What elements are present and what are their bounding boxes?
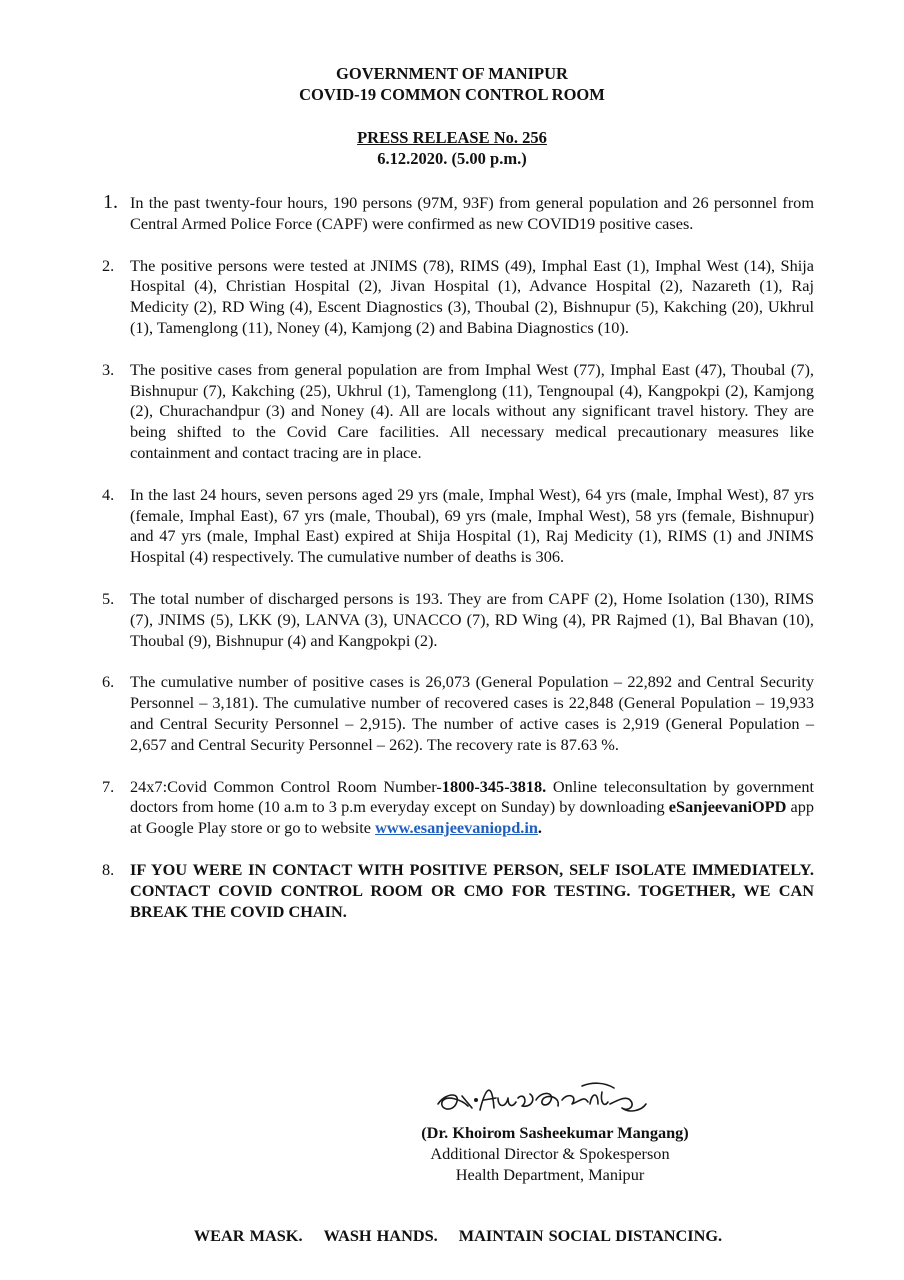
list-item [102, 859, 814, 922]
teleconsultation-text: Online teleconsultation by government doctors from home (10 a.m to 3 p.m everyday except on Sunday) by downloading [130, 776, 814, 817]
app-name: eSanjeevaniOPD [668, 797, 787, 817]
item-text: In the past twenty-four hours, 190 persons (97M, 93F) from general population and 26 personnel from Central Armed Police Force (CAPF) were confirmed as new COVID19 positive cases. [130, 193, 814, 233]
item-text: In the last 24 hours, seven persons aged 29 yrs (male, Imphal West), 64 yrs (male, Imphal West), 87 yrs (female, Imphal East), 67 yrs (male, Thoubal), 69 yrs (male, Imphal West), 58 yrs (female, Bishnupur) and 47 yrs (male, Imphal East) expired at Shija Hospital (1), Raj Medicity (1), RIMS (1) and JNIMS Hospital (4) respectively. The cumulative number of deaths is 306. [130, 484, 814, 567]
website-link[interactable]: www.esanjeevaniopd.in [375, 818, 538, 838]
wash-hands-text: WASH HANDS. [323, 1226, 438, 1245]
item-number: 5. [102, 588, 115, 608]
social-distancing-text: MAINTAIN SOCIAL DISTANCING. [458, 1226, 723, 1245]
helpline-number: 1800-345-3818. [441, 776, 547, 796]
item-number: 4. [102, 484, 115, 504]
list-item [102, 255, 814, 339]
press-release-title: PRESS RELEASE No. 256 [357, 128, 547, 147]
item-text [130, 777, 814, 839]
item-number: 6. [102, 672, 115, 692]
item-text: The cumulative number of positive cases is 26,073 (General Population – 22,892 and Central Security Personnel – 3,181). The cumulative number of recovered cases is 22,848 (General Population – 19,933 and Central Security Personnel – 2,915). The number of active cases is 2,919 (General Population – 2,657 and Central Security Personnel – 262). The recovery rate is 87.63 %. [130, 672, 814, 754]
list-item [102, 672, 814, 755]
item-number: 1. [103, 191, 118, 213]
item-number: 8. [102, 859, 115, 879]
press-release-date: 6.12.2020. (5.00 p.m.) [377, 149, 527, 168]
link-period: . [537, 818, 542, 838]
signatory-name: (Dr. Khoirom Sasheekumar Mangang) [421, 1123, 689, 1142]
control-room-title: COVID-19 COMMON CONTROL ROOM [299, 85, 605, 104]
list-item [103, 191, 814, 235]
footer-message [0, 1226, 904, 1246]
item-text: The total number of discharged persons is 193. They are from CAPF (2), Home Isolation (130), RIMS (7), JNIMS (5), LKK (9), LANVA (3), UNACCO (7), RD Wing (4), PR Rajmed (1), Bal Bhavan (10), Thoubal (9), Bishnupur (4) and Kangpokpi (2). [130, 588, 814, 650]
item-number: 3. [102, 359, 115, 379]
government-title: GOVERNMENT OF MANIPUR [336, 64, 568, 83]
handwritten-signature [432, 1078, 652, 1120]
list-item [102, 484, 814, 568]
list-item [102, 359, 814, 464]
item-number: 7. [102, 776, 115, 796]
store-text: app at Google Play store or go to website [130, 797, 815, 838]
list-item [102, 588, 814, 651]
document-header [0, 63, 904, 105]
list-item [102, 776, 815, 839]
item-text: The positive cases from general population are from Imphal West (77), Imphal East (47), Thoubal (7), Bishnupur (7), Kakching (25), Ukhrul (1), Tamenglong (11), Tengnoupal (4), Kangpokpi (2), Kamjong (2), Churachandpur (3) and Noney (4). All are locals without any significant travel history. They are being shifted to the Covid Care facilities. All necessary medical precautionary measures like containment and contact tracing are in place. [130, 359, 814, 462]
signatory-department: Health Department, Manipur [455, 1165, 645, 1184]
item-text: IF YOU WERE IN CONTACT WITH POSITIVE PERSON, SELF ISOLATE IMMEDIATELY. CONTACT COVID CONTROL ROOM OR CMO FOR TESTING. TOGETHER, WE CAN BREAK THE COVID CHAIN. [130, 859, 814, 921]
release-items-list [102, 191, 815, 943]
item-text: The positive persons were tested at JNIMS (78), RIMS (49), Imphal East (1), Imphal West (14), Shija Hospital (4), Christian Hospital (2), Jivan Hospital (1), Advance Hospital (2), Nazareth (1), Raj Medicity (2), RD Wing (4), Escent Diagnostics (3), Thoubal (2), Bishnupur (5), Kakching (20), Ukhrul (1), Tamenglong (11), Noney (4), Kamjong (2) and Babina Diagnostics (10). [130, 255, 814, 337]
helpline-label: 24x7:Covid Common Control Room Number- [130, 776, 442, 796]
release-header [0, 127, 904, 169]
item-number: 2. [102, 255, 115, 275]
wear-mask-text: WEAR MASK. [193, 1226, 303, 1245]
signatory-designation: Additional Director & Spokesperson [430, 1144, 670, 1163]
